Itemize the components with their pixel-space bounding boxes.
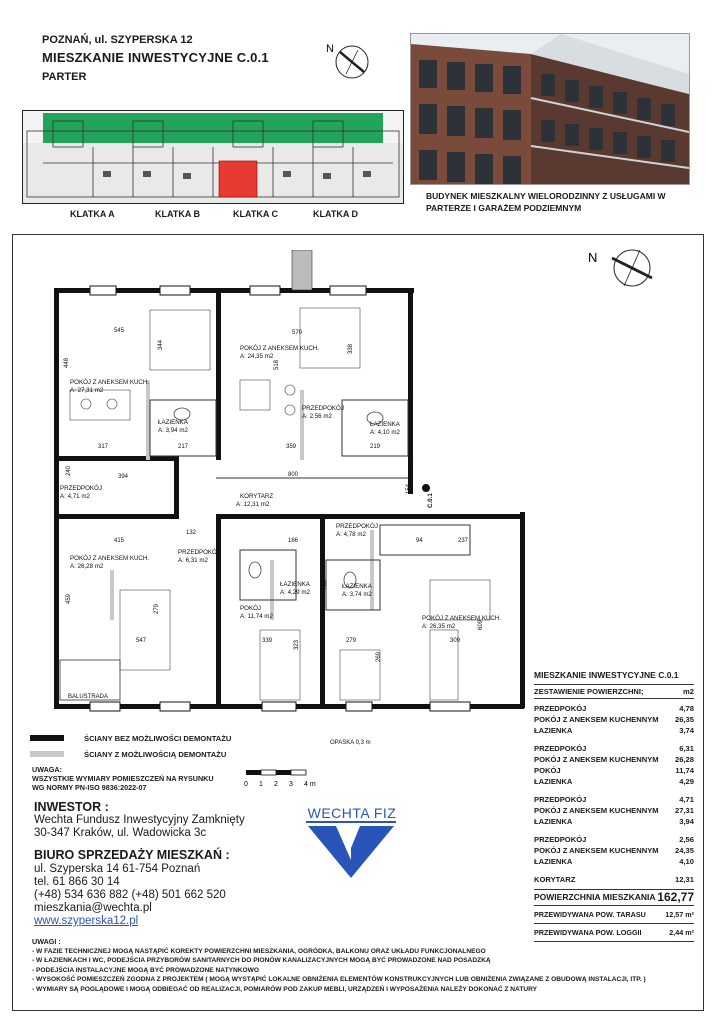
building-rendering-image (410, 33, 690, 185)
scale-label: 3 (289, 781, 293, 788)
summary-row-value: 27,31 (674, 806, 694, 815)
dim: 547 (136, 638, 147, 644)
legend-swatch-light (30, 751, 64, 757)
summary-row-label: KORYTARZ (534, 875, 576, 884)
terrace-value: 12,57 m² (665, 910, 694, 919)
plan-north-compass-icon (584, 240, 664, 300)
total-label: POWIERZCHNIA MIESZKANIA (534, 892, 656, 902)
summary-row-label: ŁAZIENKA (534, 857, 573, 866)
summary-row-label: ŁAZIENKA (534, 817, 573, 826)
summary-row-value: 12,31 (674, 875, 694, 884)
investor-line: 30-347 Kraków, ul. Wadowicka 3c (34, 827, 207, 839)
office-email[interactable]: mieszkania@wechta.pl (34, 902, 152, 914)
section-marker-icon (422, 484, 430, 492)
summary-row (534, 776, 694, 787)
summary-row-label: POKÓJ Z ANEKSEM KUCHENNYM (534, 755, 659, 764)
dim: 309 (450, 638, 461, 644)
loggia-label: PRZEWIDYWANA POW. LOGGII (534, 928, 642, 937)
investor-heading: INWESTOR : (34, 800, 109, 814)
summary-row-label: PRZEDPOKÓJ (534, 704, 587, 713)
summary-row-value: 24,35 (674, 846, 694, 855)
room-name: PRZEDPOKÓJ (302, 405, 344, 412)
summary-row-label: POKÓJ Z ANEKSEM KUCHENNYM (534, 846, 659, 855)
selected-apartment-highlight (219, 161, 257, 197)
summary-group (534, 834, 694, 867)
summary-row-value: 3,94 (679, 817, 694, 826)
dim: 394 (118, 474, 129, 480)
summary-row (534, 874, 694, 885)
summary-row (534, 725, 694, 736)
room-area: A: 24,35 m2 (240, 353, 274, 360)
dim: 344 (158, 339, 164, 350)
summary-row-label: POKÓJ (534, 766, 561, 775)
summary-row (534, 856, 694, 867)
room-area: A: 27,31 m2 (70, 387, 104, 394)
summary-header-row (534, 684, 694, 699)
wall-legend (30, 730, 231, 762)
dim: 219 (370, 444, 381, 450)
remark-item: - PODEJŚCIA INSTALACYJNE MOGĄ BYĆ PROWADZONE NATYNKOWO (32, 966, 260, 974)
plan-north-label: N (588, 250, 598, 265)
dims-note-line: WG NORMY PN-ISO 9836:2022-07 (32, 783, 147, 792)
summary-row-label: ŁAZIENKA (534, 726, 573, 735)
stair-label-d: KLATKA D (313, 209, 358, 219)
remark-item: - W FAZIE TECHNICZNEJ MOGĄ NASTĄPIĆ KOREKTY POWIERZCHNI MIESZKANIA, OGRÓDKA, BALKONU ORAZ UKŁADU FUNKCJONALNEGO (32, 947, 486, 955)
address: POZNAŃ, ul. SZYPERSKA 12 (42, 34, 193, 46)
room-area: A: 3,94 m2 (158, 427, 188, 434)
office-heading: BIURO SPRZEDAŻY MIESZKAŃ : (34, 848, 230, 862)
remark-item: - WYMIARY SĄ POGLĄDOWE I MOGĄ ODBIEGAĆ OD REALIZACJI, POMIARÓW POD ZAKUP MEBLI, URZĄDZEŃ I WYPOSAŻENIA NALEŻY DOKONAĆ Z NATURY (32, 985, 538, 993)
summary-row-value: 6,31 (679, 744, 694, 753)
summary-row (534, 703, 694, 714)
summary-row-value: 3,74 (679, 726, 694, 735)
summary-row (534, 805, 694, 816)
apartment-title: MIESZKANIE INWESTYCYJNE C.0.1 (42, 50, 269, 65)
dim: 359 (286, 444, 297, 450)
dims-note (32, 765, 214, 792)
summary-row (534, 845, 694, 856)
summary-row (534, 714, 694, 725)
dim: 448 (64, 357, 70, 368)
dim: 154 (406, 483, 412, 494)
terrace-label: PRZEWIDYWANA POW. TARASU (534, 910, 646, 919)
dim: 163 (322, 579, 328, 590)
dim: 570 (292, 330, 303, 336)
dim: 415 (114, 538, 125, 544)
remark-item: - W ŁAZIENKACH I WC, PODEJŚCIA PRZYBORÓW SANITARNYCH DO PIONÓW KANALIZACYJNYCH MOGĄ BYĆ PROWADZONE NAD POSADZKĄ (32, 957, 491, 965)
summary-row (534, 765, 694, 776)
room-area: A: 3,74 m2 (342, 591, 372, 598)
room-name: POKÓJ (240, 605, 261, 612)
summary-row (534, 834, 694, 845)
summary-row-label: PRZEDPOKÓJ (534, 795, 587, 804)
summary-row-label: POKÓJ Z ANEKSEM KUCHENNYM (534, 715, 659, 724)
office-mobile: (+48) 534 636 882 (+48) 501 662 520 (34, 889, 226, 901)
office-address: ul. Szyperska 14 61-754 Poznań (34, 863, 201, 875)
north-label: N (326, 43, 334, 55)
summary-group (534, 874, 694, 885)
dim: 166 (288, 538, 299, 544)
room-area: A: 6,31 m2 (178, 557, 208, 564)
dim: 545 (114, 328, 125, 334)
summary-row (534, 754, 694, 765)
dim: 339 (262, 638, 273, 644)
corridor-name: KORYTARZ (240, 493, 274, 500)
building-keyplan (22, 110, 404, 204)
dim: 317 (98, 444, 109, 450)
office-website-link[interactable]: www.szyperska12.pl (34, 915, 139, 927)
dim: 800 (288, 472, 299, 478)
room-area: A: 26,35 m2 (422, 623, 456, 630)
logo-text: WECHTA FIZ (307, 805, 397, 821)
dim: 279 (346, 638, 357, 644)
summary-row-value: 4,29 (679, 777, 694, 786)
room-name: ŁAZIENKA (158, 419, 188, 426)
room-name: PRZEDPOKÓJ (60, 485, 102, 492)
dims-note-line: UWAGA: (32, 765, 62, 774)
summary-row-value: 2,56 (679, 835, 694, 844)
summary-row-label: POKÓJ Z ANEKSEM KUCHENNYM (534, 806, 659, 815)
summary-row-value: 4,78 (679, 704, 694, 713)
dims-note-line: WSZYSTKIE WYMIARY POMIESZCZEŃ NA RYSUNKU (32, 774, 214, 783)
section-label: C.0.1 (427, 493, 434, 508)
corridor-area: A: 12,31 m2 (236, 501, 270, 508)
dim: 609 (478, 619, 484, 630)
scale-note: OPASKA 0,3 m (330, 740, 371, 746)
summary-row (534, 743, 694, 754)
room-name: PRZEDPOKÓJ (336, 523, 378, 530)
scale-label: 0 (244, 781, 248, 788)
legend-swatch-solid (30, 735, 64, 741)
summary-header-right: m2 (683, 687, 694, 696)
legend-label: ŚCIANY Z MOŻLIWOŚCIĄ DEMONTAŻU (84, 749, 227, 759)
summary-group (534, 743, 694, 787)
floor-label: PARTER (42, 71, 87, 83)
dim: 94 (416, 538, 423, 544)
summary-group (534, 703, 694, 736)
dim: 240 (66, 465, 72, 476)
legend-label: ŚCIANY BEZ MOŻLIWOŚCI DEMONTAŻU (84, 733, 232, 743)
room-name: ŁAZIENKA (280, 581, 310, 588)
scale-bar (244, 766, 344, 796)
dim: 323 (294, 639, 300, 650)
dim: 132 (186, 530, 197, 536)
summary-row-label: ŁAZIENKA (534, 777, 573, 786)
total-value: 162,77 (657, 890, 694, 904)
room-name: PRZEDPOKÓJ (178, 549, 220, 556)
summary-row-label: PRZEDPOKÓJ (534, 835, 587, 844)
scale-label: 2 (274, 781, 278, 788)
room-area: A: 4,29 m2 (280, 589, 310, 596)
building-caption: BUDYNEK MIESZKALNY WIELORODZINNY Z USŁUGAMI W PARTERZE I GARAŻEM PODZIEMNYM (426, 191, 666, 213)
stair-label-a: KLATKA A (70, 209, 115, 219)
legend-item (30, 746, 231, 762)
summary-terrace-row (534, 906, 694, 924)
summary-row (534, 816, 694, 827)
legend-item (30, 730, 231, 746)
north-compass-icon (322, 36, 374, 88)
summary-title: MIESZKANIE INWESTYCYJNE C.0.1 (534, 670, 679, 680)
room-name: POKÓJ Z ANEKSEM KUCH. (70, 555, 150, 562)
summary-row-value: 26,35 (674, 715, 694, 724)
room-name: POKÓJ Z ANEKSEM KUCH. (70, 379, 150, 386)
summary-row-value: 11,74 (675, 766, 694, 775)
scale-label: 4 m (304, 781, 316, 788)
dim: 518 (274, 359, 280, 370)
room-area: A: 4,10 m2 (370, 429, 400, 436)
room-area: A: 2,56 m2 (302, 413, 332, 420)
dim: 338 (348, 343, 354, 354)
wechta-logo-icon (306, 820, 396, 880)
remarks-block (32, 937, 692, 995)
summary-header-left: ZESTAWIENIE POWIERZCHNI; (534, 687, 644, 696)
remarks-heading: UWAGI : (32, 937, 61, 946)
room-name: ŁAZIENKA (342, 583, 372, 590)
summary-row (534, 794, 694, 805)
room-area: A: 11,74 m2 (240, 613, 273, 620)
scale-label: 1 (259, 781, 263, 788)
loggia-value: 2,44 m² (669, 928, 694, 937)
balcony-label: BALUSTRADA (68, 694, 109, 700)
summary-row-value: 4,10 (679, 857, 694, 866)
summary-row-value: 4,71 (679, 795, 694, 804)
dim: 459 (66, 593, 72, 604)
stair-label-c: KLATKA C (233, 209, 278, 219)
summary-row-label: PRZEDPOKÓJ (534, 744, 587, 753)
investor-line: Wechta Fundusz Inwestycyjny Zamknięty (34, 814, 245, 826)
dim: 269 (376, 651, 382, 662)
sales-office-block (34, 849, 230, 928)
room-area: A: 26,28 m2 (70, 563, 104, 570)
investor-block (34, 801, 245, 840)
dim: 217 (178, 444, 189, 450)
room-area: A: 4,71 m2 (60, 493, 90, 500)
remark-item: - WYSOKOŚĆ POMIESZCZEŃ ZGODNA Z PROJEKTEM ( MOGĄ WYSTĄPIĆ LOKALNE OBNIŻENIA ELEMENTÓW KONSTRUKCYJNYCH LUB OBNIŻENIA ZWIĄZANE Z OBUDOWĄ INSTALACJI, ITP. ) (32, 976, 646, 984)
summary-total-row (534, 889, 694, 906)
dim: 237 (458, 538, 469, 544)
summary-group (534, 794, 694, 827)
dim: 279 (154, 603, 160, 614)
stair-label-b: KLATKA B (155, 209, 200, 219)
room-area: A: 4,78 m2 (336, 531, 366, 538)
area-summary-table (534, 670, 694, 942)
room-name: POKÓJ Z ANEKSEM KUCH. (240, 345, 320, 352)
room-name: ŁAZIENKA (370, 421, 400, 428)
summary-row-value: 26,28 (674, 755, 694, 764)
room-name: POKÓJ Z ANEKSEM KUCH. (422, 615, 502, 622)
floor-plan-drawing (30, 250, 530, 750)
office-phone: tel. 61 866 30 14 (34, 876, 120, 888)
